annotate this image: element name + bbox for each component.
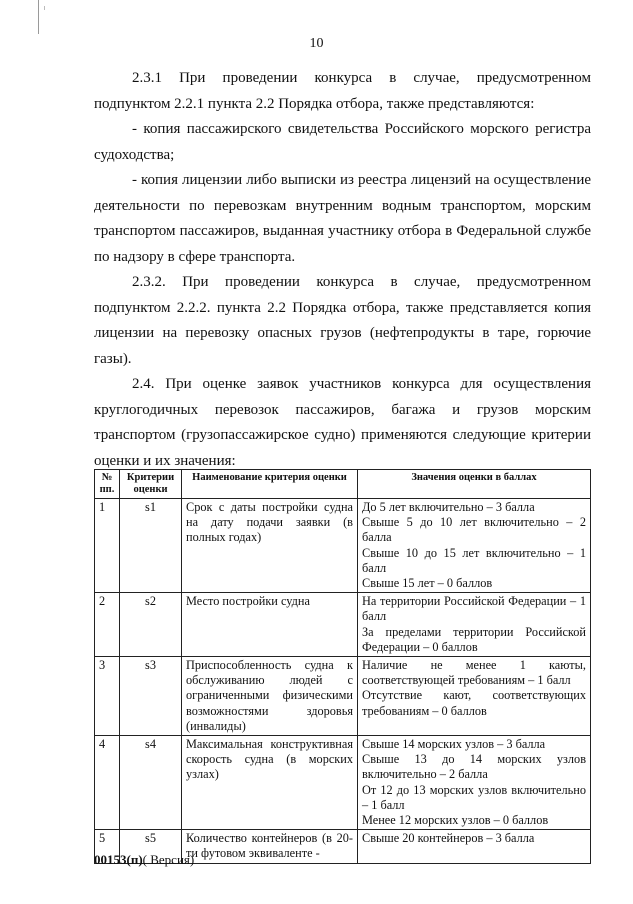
cell-values bbox=[358, 736, 591, 830]
paragraph-2-3-2: 2.3.2. При проведении конкурса в случае, предусмотренном подпунктом 2.2.2. пункта 2.2 Порядка отбора, также представляется копия лицензии на перевозку опасных грузов (нефтепродукты в таре, горючие газы). bbox=[94, 274, 591, 367]
value-line: Свыше 10 до 15 лет включительно – 1 балл bbox=[362, 545, 586, 575]
paragraph-2-4: 2.4. При оценке заявок участников конкурса для осуществления круглогодичных перевозок пассажиров, багажа и грузов морским транспортом (грузопассажирское судно) применяются следующие критерии оценки и их значения: bbox=[94, 376, 591, 469]
cell-values bbox=[358, 593, 591, 657]
document-code-version: ( Версия) bbox=[142, 852, 195, 867]
header-num: № пп. bbox=[95, 470, 120, 499]
cell-name: Максимальная конструктивная скорость судна (в морских узлах) bbox=[182, 736, 358, 830]
table-row bbox=[95, 736, 591, 830]
cell-values bbox=[358, 830, 591, 863]
cell-values bbox=[358, 499, 591, 593]
value-line: До 5 лет включительно – 3 балла bbox=[362, 500, 535, 514]
value-line: От 12 до 13 морских узлов включительно – 1 балл bbox=[362, 782, 586, 812]
cell-num: 2 bbox=[95, 593, 120, 657]
value-line: Свыше 13 до 14 морских узлов включительно – 2 балла bbox=[362, 752, 586, 782]
cell-num: 3 bbox=[95, 657, 120, 736]
value-line: На территории Российской Федерации – 1 балл bbox=[362, 594, 586, 624]
cell-criterion: s4 bbox=[120, 736, 182, 830]
header-criterion: Критерии оценки bbox=[120, 470, 182, 499]
value-line: Свыше 14 морских узлов – 3 балла bbox=[362, 737, 546, 752]
cell-criterion: s1 bbox=[120, 499, 182, 593]
cell-name: Срок с даты постройки судна на дату подачи заявки (в полных годах) bbox=[182, 499, 358, 593]
table-header-row bbox=[95, 470, 591, 499]
cell-criterion: s5 bbox=[120, 830, 182, 863]
cell-name: Приспособленность судна к обслуживанию людей с ограниченными физическими возможностями здоровья (инвалиды) bbox=[182, 657, 358, 736]
value-line: Менее 12 морских узлов – 0 баллов bbox=[362, 813, 549, 828]
cell-criterion: s2 bbox=[120, 593, 182, 657]
header-values: Значения оценки в баллах bbox=[358, 470, 591, 499]
value-line: Свыше 20 контейнеров – 3 балла bbox=[362, 831, 535, 846]
value-line: За пределами территории Российской Федерации – 0 баллов bbox=[362, 624, 586, 654]
table-row bbox=[95, 657, 591, 736]
paragraph-passenger-certificate: - копия пассажирского свидетельства Российского морского регистра судоходства; bbox=[94, 121, 591, 163]
document-code-number: 00153(п) bbox=[94, 852, 143, 867]
table-row bbox=[95, 593, 591, 657]
margin-mark bbox=[38, 0, 39, 34]
page-number: 10 bbox=[309, 36, 324, 51]
margin-mark bbox=[44, 6, 45, 10]
cell-num: 4 bbox=[95, 736, 120, 830]
cell-criterion: s3 bbox=[120, 657, 182, 736]
paragraph-2-3-1: 2.3.1 При проведении конкурса в случае, предусмотренном подпунктом 2.2.1 пункта 2.2 Порядка отбора, также представляются: bbox=[94, 70, 591, 112]
cell-num: 5 bbox=[95, 830, 120, 863]
cell-name: Место постройки судна bbox=[182, 593, 358, 657]
header-name: Наименование критерия оценки bbox=[182, 470, 358, 499]
cell-num: 1 bbox=[95, 499, 120, 593]
value-line: Наличие не менее 1 каюты, соответствующей требованиям – 1 балл bbox=[362, 658, 586, 688]
document-code bbox=[94, 852, 194, 868]
cell-values bbox=[358, 657, 591, 736]
paragraph-license-copy: - копия лицензии либо выписки из реестра лицензий на осуществление деятельности по перевозкам внутренним водным транспортом, морским транспортом пассажиров, выданная участнику отбора в Федеральной службе по надзору в сфере транспорта. bbox=[94, 172, 591, 265]
value-line: Отсутствие кают, соответствующих требованиям – 0 баллов bbox=[362, 688, 586, 718]
table-row bbox=[95, 499, 591, 593]
cell-name: Количество контейнеров (в 20-ти футовом эквиваленте - bbox=[182, 830, 358, 863]
criteria-table bbox=[94, 469, 591, 864]
value-line: Свыше 5 до 10 лет включительно – 2 балла bbox=[362, 515, 586, 545]
value-line: Свыше 15 лет – 0 баллов bbox=[362, 576, 493, 591]
document-body bbox=[94, 66, 591, 474]
